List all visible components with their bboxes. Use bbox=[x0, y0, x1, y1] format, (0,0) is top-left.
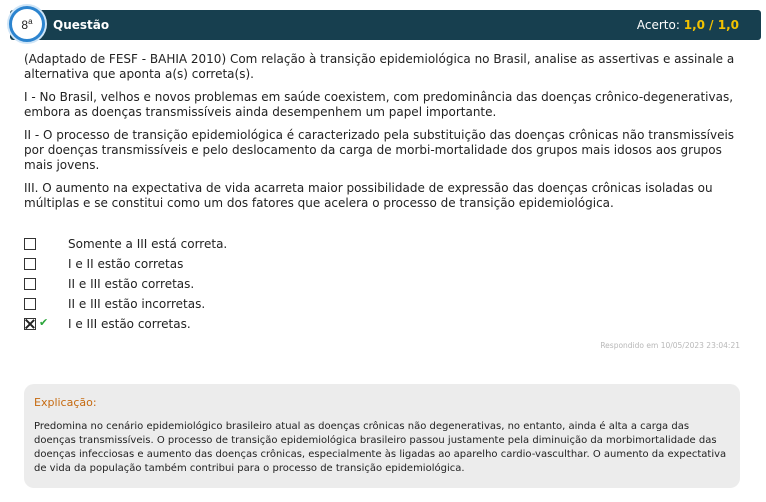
option-checkbox[interactable] bbox=[24, 298, 36, 310]
question-body bbox=[24, 52, 744, 219]
option-checkbox[interactable] bbox=[24, 258, 36, 270]
option-label: I e III estão corretas. bbox=[68, 317, 191, 331]
question-title: Questão bbox=[53, 18, 110, 32]
option-checkbox[interactable] bbox=[24, 278, 36, 290]
answered-timestamp: Respondido em 10/05/2023 23:04:21 bbox=[600, 341, 740, 350]
question-intro: (Adaptado de FESF - BAHIA 2010) Com relação à transição epidemiológica no Brasil, analise as assertivas e assinale a alternativa que aponta a(s) correta(s). bbox=[24, 52, 735, 81]
statement-2: II - O processo de transição epidemiológica é caracterizado pela substituição das doenças crônicas não transmissíveis por doenças transmissíveis e pelo deslocamento da carga de morbi-mortalidade dos grupos mais idosos aos grupos mais jovens. bbox=[24, 128, 735, 172]
option-label: II e III estão corretas. bbox=[68, 277, 195, 291]
explanation-text: Predomina no cenário epidemiológico brasileiro atual as doenças crônicas não degenerativas, no entanto, ainda é alta a carga das doenças transmissíveis. O processo de transição epidemiológica brasileiro passou justamente pela diminuição da morbimortalidade das doenças infecciosas e aumento das doenças crônicas, especialmente às ligadas ao aparelho cardio-vasculthar. O aumento da expectativa de vida da população também contribui para o processo de transição epidemiológica. bbox=[34, 421, 727, 474]
option-label: I e II estão corretas bbox=[68, 257, 184, 271]
option-label: II e III estão incorretas. bbox=[68, 297, 206, 311]
explanation-title: Explicação: bbox=[34, 396, 97, 409]
score-label: Acerto: bbox=[636, 18, 680, 32]
question-number-badge bbox=[9, 6, 45, 42]
option-label: Somente a III está correta. bbox=[68, 237, 228, 251]
score-value: 1,0 / 1,0 bbox=[683, 18, 739, 32]
statement-1: I - No Brasil, velhos e novos problemas em saúde coexistem, com predominância das doenças crônico-degenerativas, embora as doenças transmissíveis ainda desempenhem um papel importante. bbox=[24, 90, 734, 119]
score bbox=[637, 18, 739, 32]
option-checkbox[interactable] bbox=[24, 238, 36, 250]
question-header bbox=[10, 10, 761, 40]
option-checkbox-checked[interactable] bbox=[24, 318, 36, 330]
question-number: 8 bbox=[21, 17, 29, 32]
explanation-panel bbox=[24, 384, 740, 488]
question-number-suffix: a bbox=[28, 16, 33, 26]
correct-check-icon: ✔ bbox=[39, 316, 49, 329]
statement-3: III. O aumento na expectativa de vida acarreta maior possibilidade de expressão das doenças crônicas isoladas ou múltiplas e se constitui como um dos fatores que acelera o processo de transição epidemiológica. bbox=[24, 181, 713, 210]
